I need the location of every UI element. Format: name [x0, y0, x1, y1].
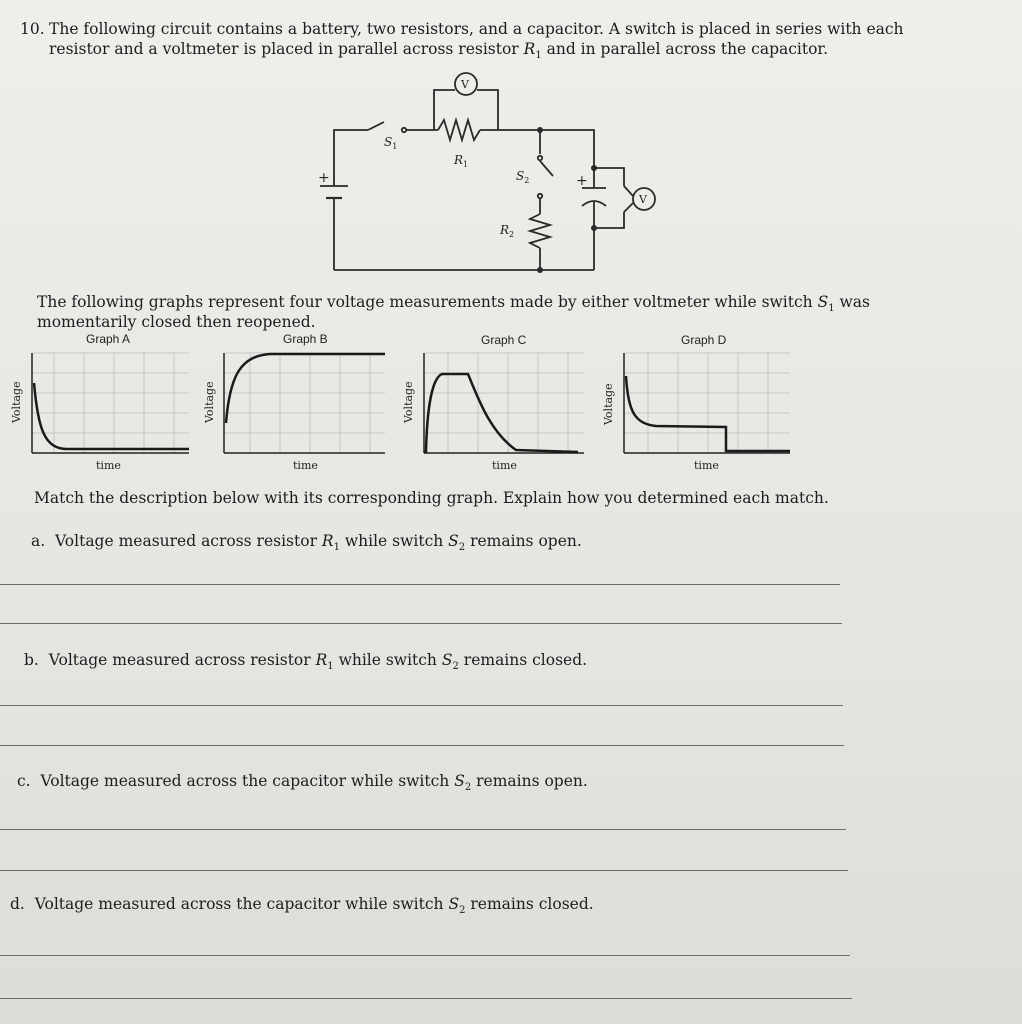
- question-number: 10.: [20, 20, 45, 38]
- graphs-intro-line1: The following graphs represent four voltage measurements made by either voltmeter while switch $S_1$ was: [37, 293, 870, 315]
- graph-a-title: Graph A: [86, 332, 131, 346]
- answer-line-c1[interactable]: [0, 829, 846, 830]
- graph-a-xlabel: time: [96, 459, 121, 472]
- part-b: b. Voltage measured across resistor $R_1$ while switch $S_2$ remains closed.: [24, 651, 588, 673]
- graphs-intro-line2: momentarily closed then reopened.: [37, 313, 316, 331]
- graph-c-ylabel: Voltage: [402, 381, 415, 423]
- instruction-text: Match the description below with its corresponding graph. Explain how you determined each match.: [34, 489, 829, 507]
- graph-a-ylabel: Voltage: [10, 381, 23, 423]
- s2-label: $S_2$: [516, 169, 530, 185]
- s1-label: $S_1$: [384, 135, 398, 151]
- graph-b: [200, 348, 390, 478]
- answer-line-c2[interactable]: [0, 870, 848, 871]
- graph-c-xlabel: time: [492, 459, 517, 472]
- graph-b-ylabel: Voltage: [203, 381, 216, 423]
- circuit-diagram: [300, 68, 680, 278]
- part-a: a. Voltage measured across resistor $R_1$ while switch $S_2$ remains open.: [31, 532, 582, 554]
- r2-label: $R_2$: [500, 223, 515, 239]
- question-text-line1: The following circuit contains a battery, two resistors, and a capacitor. A switch is placed in series with each: [49, 20, 904, 38]
- answer-line-d2[interactable]: [0, 998, 852, 999]
- cap-plus: +: [576, 173, 588, 189]
- graph-b-title: Graph B: [283, 332, 328, 346]
- graph-c-title: Graph C: [481, 333, 527, 347]
- answer-line-a2[interactable]: [0, 623, 842, 624]
- graph-d-title: Graph D: [681, 333, 727, 347]
- graph-c: [398, 348, 588, 478]
- graph-b-xlabel: time: [293, 459, 318, 472]
- voltmeter-symbol-cap: V: [639, 193, 647, 206]
- battery-plus: +: [318, 170, 330, 186]
- answer-line-d1[interactable]: [0, 955, 850, 956]
- voltmeter-symbol-r1: V: [461, 78, 469, 91]
- graph-d-xlabel: time: [694, 459, 719, 472]
- answer-line-a1[interactable]: [0, 584, 840, 585]
- part-c: c. Voltage measured across the capacitor while switch $S_2$ remains open.: [17, 772, 588, 794]
- graph-a: [4, 348, 194, 478]
- graph-d: [598, 348, 798, 478]
- question-text-line2: resistor and a voltmeter is placed in parallel across resistor $R_1$ and in parallel across the capacitor.: [49, 40, 829, 62]
- answer-line-b1[interactable]: [0, 705, 843, 706]
- part-d: d. Voltage measured across the capacitor while switch $S_2$ remains closed.: [10, 895, 594, 917]
- graph-d-ylabel: Voltage: [602, 383, 615, 425]
- r1-label: $R_1$: [454, 153, 469, 169]
- answer-line-b2[interactable]: [0, 745, 844, 746]
